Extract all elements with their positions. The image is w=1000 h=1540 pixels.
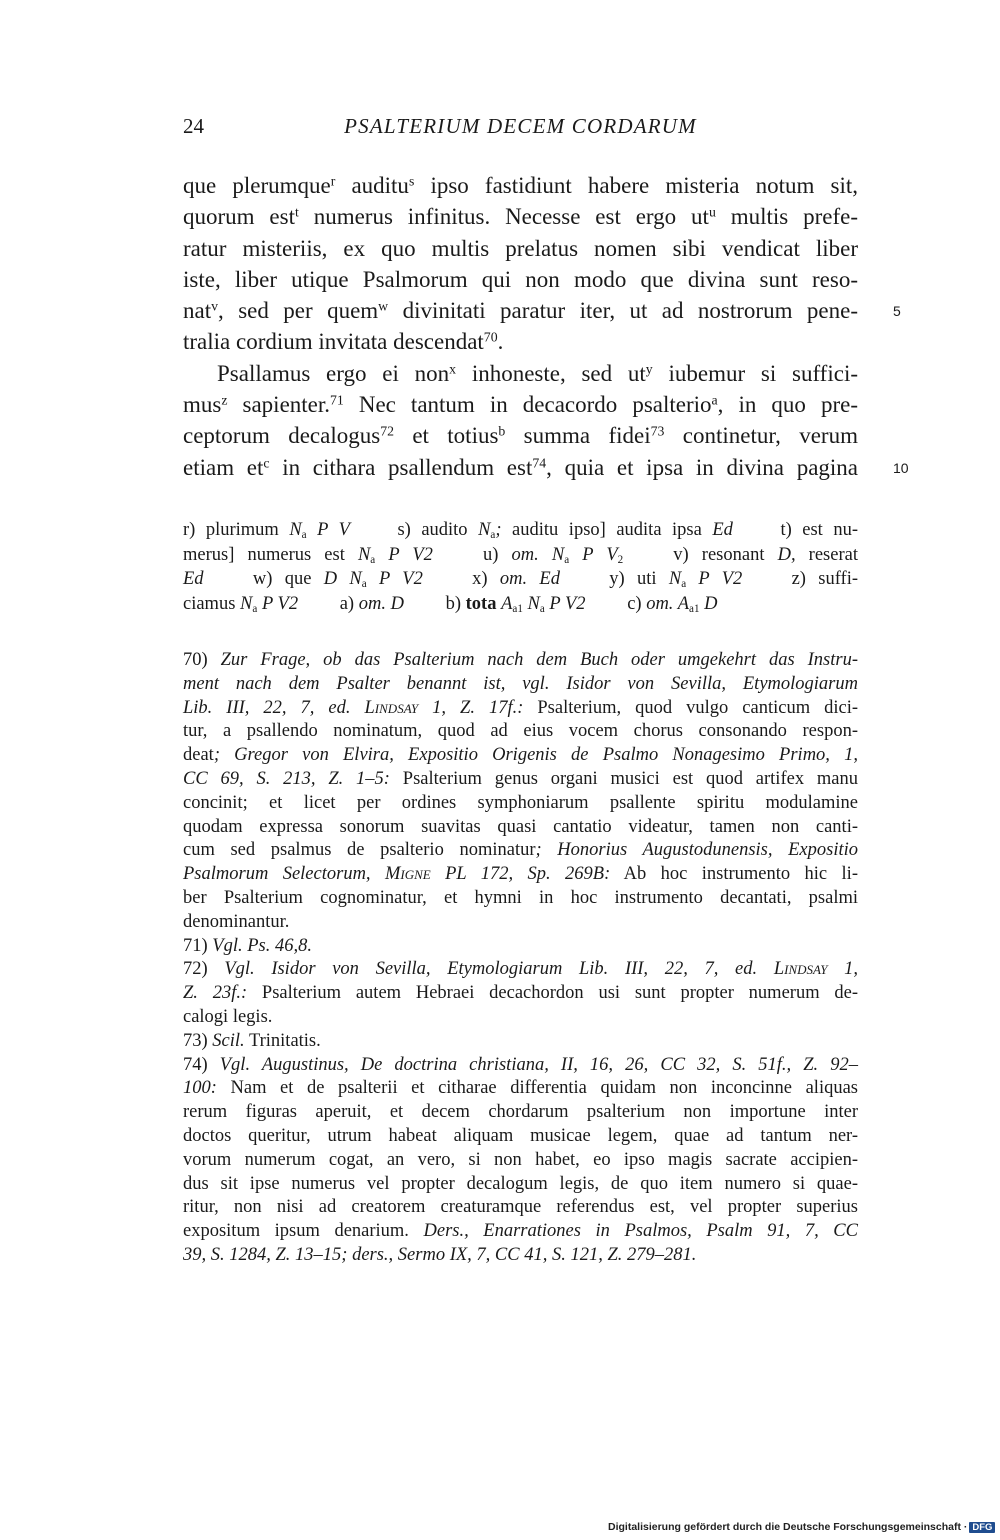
page-number: 24 (183, 114, 204, 138)
footnote-line: doctos queritur, utrum habeat aliquam musicae legem, quae ad tantum ner- (183, 1125, 858, 1146)
footnote-line: CC 69, S. 213, Z. 1–5: Psalterium genus organi musici est quod artifex manu (183, 768, 858, 789)
text-line: iste, liber utique Psalmorum qui non modo que divina sunt reso- (183, 266, 858, 292)
text-line: que plerumque$^r$ auditu$^s$ ipso fastidiunt habere misteria notum sit, (183, 173, 858, 198)
footnote-line: denominantur. (183, 911, 290, 932)
apparatus-line: r) plurimum $N_a$ P V s) audito $N_a$; auditu ipso] audita ipsa Ed t) est nu- (183, 520, 858, 541)
text-line: Psallamus ergo ei non$^x$ inhoneste, sed $ut^y$ iubemur si suffici- (217, 360, 858, 386)
line-number: 5 (893, 303, 901, 320)
footnote-line: tur, a psallendo nominatum, quod ad eius vocem chorus consonando respon- (183, 721, 858, 742)
apparatus-line: ciamus $N_a$ P V2 a) om. D b) tota $A_{a1}$ $N_a$ P V2 c) om. $A_{a1}$ D (183, 593, 718, 615)
dfg-logo: DFG (969, 1522, 995, 1533)
line-number: 10 (893, 459, 909, 476)
footnote-line: 74) Vgl. Augustinus, De doctrina christiana, II, 16, 26, CC 32, S. 51f., Z. 92– (183, 1054, 858, 1075)
footnote-line: 39, S. 1284, Z. 13–15; ders., Sermo IX, 7, CC 41, S. 121, Z. 279–281. (183, 1244, 697, 1265)
footnote-line: Lib. III, 22, 7, ed. Lindsay 1, Z. 17f.: Psalterium, quod vulgo canticum dici- (183, 697, 859, 718)
footnote-line: ritur, non nisi ad creatorem creaturamque referendus est, vel propter superius (183, 1197, 858, 1218)
footnote-line: deat; Gregor von Elvira, Expositio Origenis de Psalmo Nonagesimo Primo, 1, (183, 745, 858, 766)
footnote-line: 72) Vgl. Isidor von Sevilla, Etymologiarum Lib. III, 22, 7, ed. Lindsay 1, (183, 959, 859, 980)
footnote-line: calogi legis. (183, 1006, 273, 1027)
footnote-line: dus sit ipse numerus vel propter decalogum legis, de quo item numero si quae- (183, 1173, 858, 1194)
main-text (183, 170, 858, 483)
running-title: PSALTERIUM DECEM CORDARUM (344, 114, 697, 138)
text-line: mus$^z$ sapienter.$^{71}$ Nec tantum in decacordo psalterio$^a$, in quo pre- (183, 392, 858, 418)
footnote-line: 70) Zur Frage, ob das Psalterium nach dem Buch oder umgekehrt das Instru- (183, 650, 858, 670)
footnote-line: ber Psalterium cognominatur, et hymni in hoc instrumento decantati, psalmi (183, 887, 858, 908)
apparatus-line: merus] numerus est $N_a$ P V2 u) om. $N_a$ P $V_2$ v) resonant D, reserat (183, 544, 858, 566)
footer-text: Digitalisierung gefördert durch die Deutsche Forschungsgemeinschaft · (608, 1521, 968, 1533)
footnote-line: expositum ipsum denarium. Ders., Enarrationes in Psalmos, Psalm 91, 7, CC (183, 1221, 858, 1242)
critical-apparatus (183, 518, 858, 616)
footnote-line: concinit; et licet per ordines symphoniarum psallente spiritu modulamine (183, 792, 858, 813)
footnotes (183, 649, 858, 1268)
text-line: nat$^v$, sed per quem$^w$ divinitati paratur iter, ut ad nostrorum pene- (183, 298, 858, 324)
text-line: tralia cordium invitata descendat$^{70}$. (183, 329, 504, 355)
footnote-line: Z. 23f.: Psalterium autem Hebraei decachordon usi sunt propter numerum de- (183, 983, 858, 1004)
footnote-line: 100: Nam et de psalterii et citharae differentia quidam non inconcinne aliquas (183, 1078, 858, 1099)
text-line: ceptorum decalogus$^{72}$ et totius$^b$ summa fidei$^{73}$ continetur, verum (183, 423, 858, 449)
apparatus-line: Ed w) que D $N_a$ P V2 x) om. Ed y) uti $N_a$ P V2 z) suffi- (183, 569, 858, 590)
footnote-line: Psalmorum Selectorum, Migne PL 172, Sp. 269B: Ab hoc instrumento hic li- (183, 864, 858, 885)
footnote-line: rerum figuras aperuit, et decem chordarum psalterium non importune inter (183, 1102, 858, 1123)
text-line: ratur misteriis, ex quo multis prelatus nomen sibi vendicat liber (183, 235, 858, 261)
text-line: quorum est$^t$ numerus infinitus. Necesse est ergo $ut^u$ multis prefe- (183, 204, 858, 230)
footnote-line: ment nach dem Psalter benannt ist, vgl. Isidor von Sevilla, Etymologiarum (183, 673, 858, 694)
footnote-line: cum sed psalmus de psalterio nominatur; Honorius Augustodunensis, Expositio (183, 840, 859, 861)
footnote-line: 73) Scil. Trinitatis. (183, 1030, 321, 1051)
running-header (183, 114, 858, 144)
text-line: etiam $et^c$ in cithara psallendum est$^{74}$, quia et ipsa in divina pagina (183, 454, 858, 480)
footnote-line: vorum numerum cogat, an vero, si non habet, eo ipso magis sacrate accipien- (183, 1149, 858, 1170)
digitization-footer (608, 1521, 995, 1533)
footnote-line: quodam expressa sonorum suavitas quasi cantatio videatur, tamen non canti- (183, 816, 858, 837)
footnote-line: 71) Vgl. Ps. 46,8. (183, 935, 312, 956)
